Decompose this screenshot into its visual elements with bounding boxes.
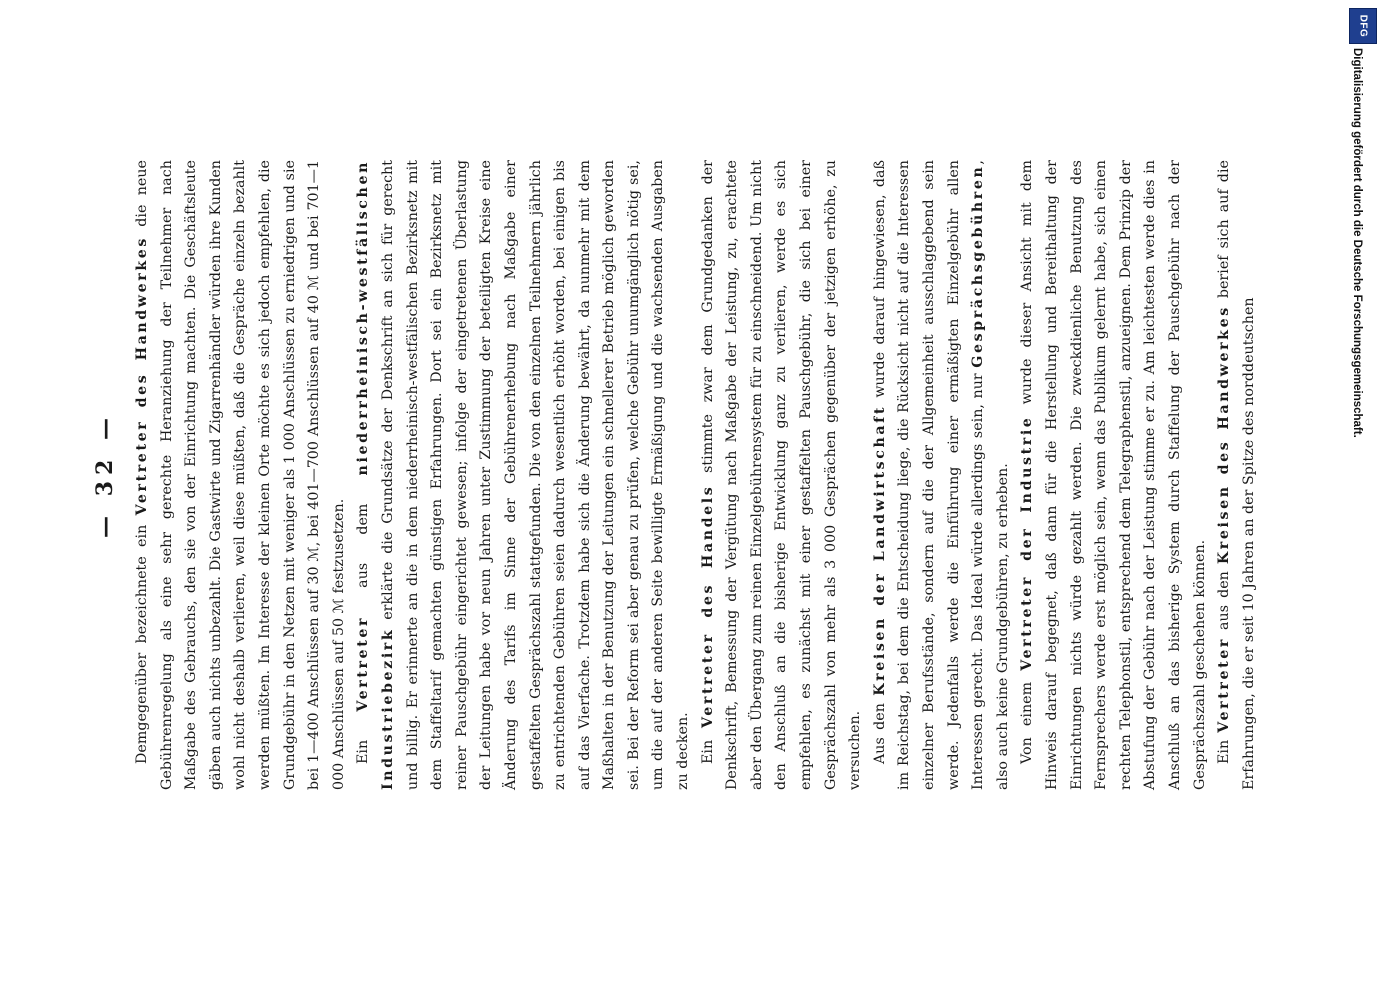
text-run: erklärte die Grundsätze der Denkschrift an sich für gerecht und billig. Er erinnerte an die in dem niederrheinisch-westfälischen Bezirksnetz mit dem Staffeltarif gemachten günstigen Erfahrungen. Dort sei ein Bezirksnetz mit reiner Pauschgebühr eingerichtet gewesen; infolge der eingetretenen Überlastung der Leitungen habe vor neun Jahren unter Zustimmung der beteiligten Kreise eine Änderung des Tarifs im Sinne der Gebührenerhebung nach Maßgabe einer gestaffelten Gesprächszahl stattgefunden. Die von den einzelnen Teilnehmern jährlich zu entrichtenden Gebühren seien dadurch wesentlich erhöht worden, bei einigen bis auf das Vierfache. Trotzdem habe sich die Änderung bewährt, da nunmehr mit dem Maßhalten in der Benutzung der Leitungen ein schnellerer Betrieb möglich geworden sei. Bei der Reform sei aber genau zu prüfen, welche Gebühr unumgänglich nötig sei, um die auf der anderen Seite bewilligte Ermäßigung und die wachsenden Ausgaben zu decken. — [379, 160, 692, 790]
text-run: berief sich auf die Erfahrungen, die er seit 10 Jahren an der Spitze des norddeutschen — [1216, 160, 1257, 790]
emphasized-text: Vertreter des Handwerkes — [134, 236, 150, 516]
emphasized-text: Kreisen der Landwirtschaft — [871, 404, 888, 696]
emphasized-text: niederrheinisch-westfälischen Industriebezirk — [355, 160, 396, 790]
text-run: aus dem — [355, 475, 372, 616]
emphasized-text: Vertreter der Industrie — [1019, 415, 1036, 671]
text-run: wurde dieser Ansicht mit dem Hinweis darauf begegnet, daß dann für die Herstellung und Bereithaltung der Einrichtungen nichts würde gezahlt werden. Die zweckdienliche Benutzung des Fernsprechers werde erst möglich sein, wenn das Publikum gelernt habe, sich einen rechten Telephonstil, entsprechend dem Telegraphenstil, anzueignen. Dem Prinzip der Abstufung der Gebühr nach der Leistung stimme er zu. Am leichtesten werde dies in Anschluß an das bisherige System durch Staffelung der Pauschgebühr nach der Gesprächszahl geschehen können. — [1019, 159, 1208, 790]
dfg-logo-text: DFG — [1357, 14, 1369, 38]
rotated-document-page — [90, 160, 1290, 790]
text-run: Von einem — [1019, 670, 1036, 764]
paragraph — [130, 160, 351, 790]
text-run: , also auch keine Grundgebühren, zu erheben. — [970, 160, 1011, 790]
paragraph — [868, 160, 1016, 790]
emphasized-text: Vertreter — [1216, 637, 1233, 733]
body-text — [130, 160, 1261, 790]
emphasized-text: Kreisen des Handwerkes — [1216, 305, 1233, 565]
dfg-logo — [1349, 8, 1377, 44]
digitization-sidebar — [1346, 8, 1380, 998]
text-run: die neue Gebührenregelung als eine sehr gerechte Heranziehung der Teilnehmer nach Maßgabe des Gebrauchs, den sie von der Einrichtung machten. Die Geschäftsleute gäben auch nichts unbezahlt. Die Gastwirte und Zigarrenhändler würden ihre Kunden wohl nicht deshalb verlieren, weil diese müßten, daß die Gespräche einzeln bezahlt werden müßten. Im Interesse der kleinen Orte möchte es sich jedoch empfehlen, die Grundgebühr in den Netzen mit weniger als 1 000 Anschlüssen zu erniedrigen und sie bei 1—400 Anschlüssen auf 30 ℳ, bei 401—700 Anschlüssen auf 40 ℳ und bei 701—1 000 Anschlüssen auf 50 ℳ festzusetzen. — [134, 160, 347, 790]
text-run: wurde darauf hingewiesen, daß im Reichstag, bei dem die Entscheidung liege, die Rücksicht nicht auf die Interessen einzelner Berufsstände, sondern auf die der Allgemeinheit ausschlaggebend sein werde. Jedenfalls werde die Einführung einer ermäßigten Einzelgebühr allen Interessen gerecht. Das Ideal würde allerdings sein, nur — [871, 160, 987, 790]
emphasized-text: Vertreter — [355, 615, 372, 712]
paragraph — [1212, 160, 1261, 790]
paragraph — [351, 160, 695, 790]
text-run: Ein — [355, 711, 372, 764]
text-run: Aus den — [871, 695, 888, 764]
emphasized-text: Vertreter des Handels — [699, 484, 716, 729]
text-run: Ein — [699, 728, 716, 764]
text-run: aus den — [1216, 564, 1233, 638]
page-number-header: — 32 — — [92, 412, 118, 538]
text-run: Demgegenüber bezeichnete ein — [134, 515, 150, 764]
text-run: stimmte zwar dem Grundgedanken der Denkschrift, Bemessung der Vergütung nach Maßgabe der Leistung, zu, erachtete aber den Übergang zum reinen Einzelgebührensystem für zu einschneidend. Um nicht den Anschluß an die bisherige Entwicklung ganz zu verlieren, werde es sich empfehlen, es zunächst mit einer gestaffelten Pauschgebühr, die sich bei einer Gesprächszahl von mehr als 3 000 Gesprächen gegenüber der jetzigen erhöhe, zu versuchen. — [699, 160, 864, 790]
paragraph — [1015, 160, 1212, 790]
dfg-credit-text: Digitalisierung gefördert durch die Deutsche Forschungsgemeinschaft. — [1351, 48, 1363, 438]
paragraph — [696, 160, 868, 790]
text-run: Ein — [1216, 732, 1233, 764]
emphasized-text: Gesprächsgebühren — [970, 164, 987, 368]
